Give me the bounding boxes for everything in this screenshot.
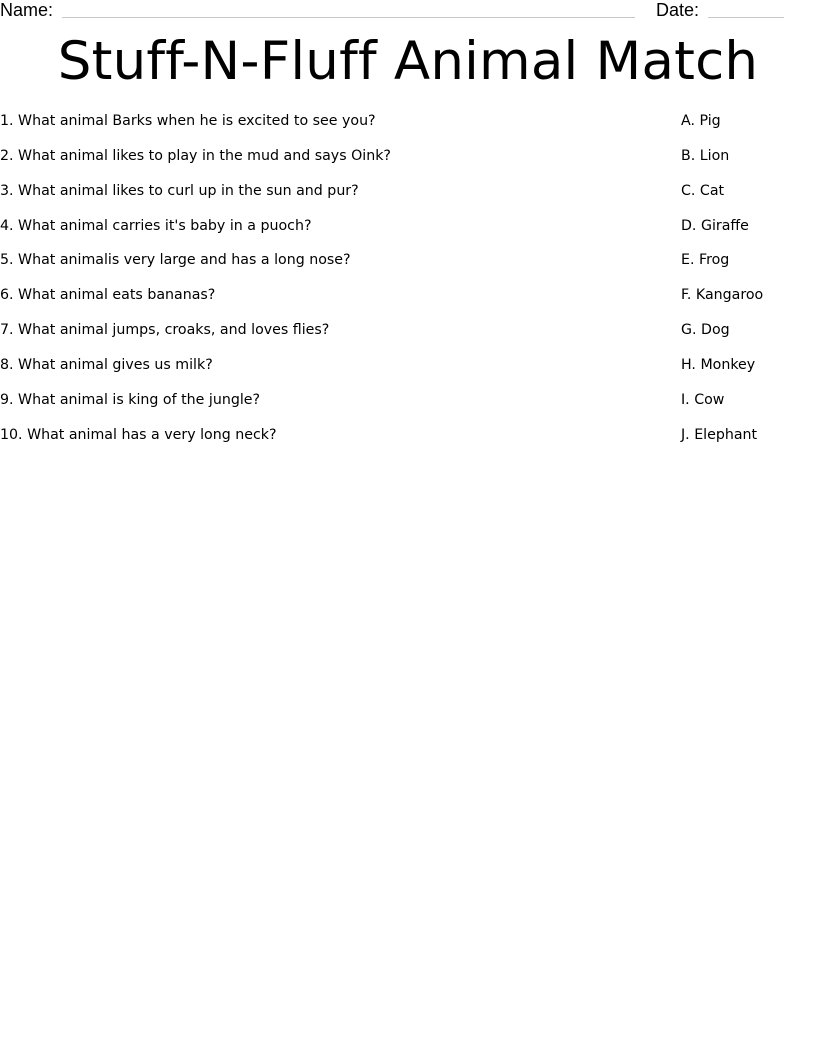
answer-item: A. Pig	[681, 113, 721, 129]
question-item: 10. What animal has a very long neck?	[0, 426, 277, 443]
date-label: Date:	[656, 0, 700, 20]
name-field-line[interactable]	[62, 17, 635, 18]
question-item: 2. What animal likes to play in the mud and says Oink?	[0, 147, 391, 164]
question-item: 9. What animal is king of the jungle?	[0, 391, 261, 408]
question-item: 8. What animal gives us milk?	[0, 356, 213, 373]
answer-list	[681, 110, 811, 458]
question-item: 7. What animal jumps, croaks, and loves flies?	[0, 322, 330, 339]
answer-item: I. Cow	[681, 391, 725, 408]
answer-item: H. Monkey	[681, 356, 756, 373]
question-item: 4. What animal carries it's baby in a puoch?	[0, 217, 312, 234]
worksheet-header	[0, 0, 816, 22]
answer-item: E. Frog	[681, 252, 730, 269]
answer-item: J. Elephant	[681, 426, 758, 443]
answer-item: F. Kangaroo	[681, 287, 764, 304]
answer-item: C. Cat	[681, 182, 725, 199]
answer-item: D. Giraffe	[681, 217, 749, 234]
question-item: 6. What animal eats bananas?	[0, 287, 216, 304]
question-item: 3. What animal likes to curl up in the sun and pur?	[0, 182, 359, 199]
question-item: 1. What animal Barks when he is excited to see you?	[0, 113, 376, 129]
question-list	[0, 110, 660, 458]
name-label: Name:	[0, 0, 54, 20]
date-field-line[interactable]	[708, 17, 784, 18]
worksheet-title: Stuff-N-Fluff Animal Match	[57, 31, 759, 92]
answer-item: B. Lion	[681, 147, 730, 164]
question-item: 5. What animalis very large and has a long nose?	[0, 252, 351, 269]
answer-item: G. Dog	[681, 322, 730, 339]
